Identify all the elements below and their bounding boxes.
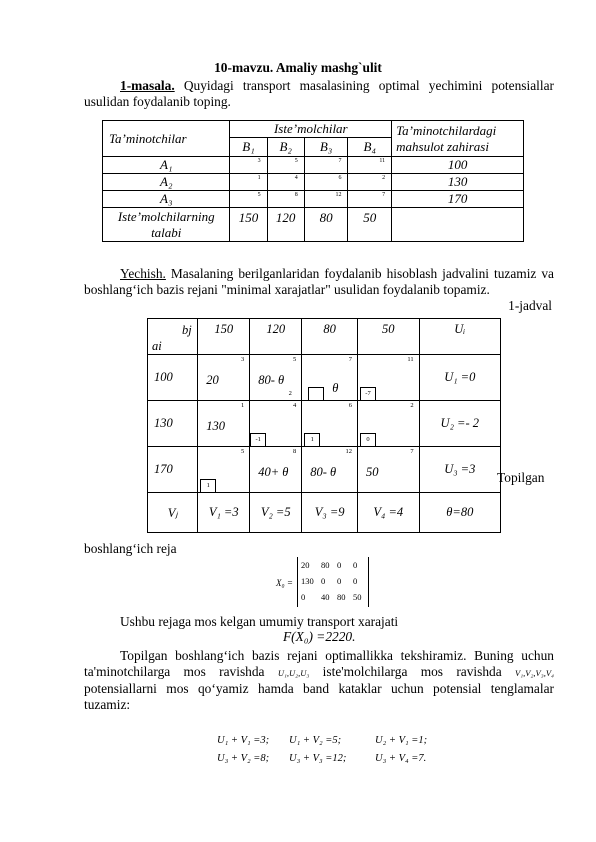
cost: 11	[407, 356, 414, 363]
cost: 5	[292, 356, 297, 363]
value: 40+ θ	[258, 465, 289, 479]
supplier-a1: A₁	[103, 157, 230, 174]
problem-statement	[84, 78, 554, 110]
m-cell: 20	[301, 560, 310, 570]
table-caption: 1-jadval	[508, 298, 552, 313]
supplier-a2: A₂	[103, 174, 230, 191]
delta-box: 0	[360, 433, 376, 446]
demand-label-line2: talabi	[151, 224, 182, 240]
header-suppliers: Ta’minotchilar	[103, 121, 230, 157]
supply-1: 100	[148, 355, 198, 401]
u3: U₃ =3	[419, 447, 500, 493]
cell-2-3	[302, 401, 358, 447]
v1: V₁ =3	[198, 493, 250, 533]
check-text-1: Topilgan boshlang‘ich bazis rejani optimallikka tekshiramiz. Buning uchun ta'minotchilarga mos ravishda	[84, 648, 554, 679]
cell-1-2	[250, 355, 302, 401]
theta-value: θ=80	[419, 493, 500, 533]
value: 20	[206, 373, 219, 387]
supply-3: 170	[148, 447, 198, 493]
cost: 2	[410, 402, 414, 409]
cost: 7	[410, 448, 414, 455]
theta-mark: θ	[332, 381, 339, 395]
equation: U₁ + V₂ =5;	[289, 735, 342, 746]
cost-cell: 8	[267, 191, 304, 208]
matrix-lhs-text: X₀ =	[276, 578, 293, 588]
problem-text: Quyidagi transport masalasining optimal yechimini potensiallar usulidan foydalanib toping.	[84, 78, 554, 109]
supply-a3: 170	[392, 191, 524, 208]
equation: U₁ + V₁ =3;	[217, 735, 270, 746]
cost-cell: 6	[304, 174, 348, 191]
equation: U₃ + V₄ =7.	[375, 753, 427, 764]
matrix	[297, 557, 369, 607]
cost: 8	[292, 448, 297, 455]
u-header: Uᵢ	[419, 319, 500, 355]
demand-3: 80	[302, 319, 358, 355]
cell-2-4	[358, 401, 420, 447]
matrix-lhs	[276, 578, 293, 588]
m-cell: 40	[321, 592, 330, 602]
v2: V₂ =5	[250, 493, 302, 533]
header-reserve	[392, 121, 524, 157]
demand-empty	[392, 208, 524, 242]
v-header: Vⱼ	[148, 493, 198, 533]
cost-cell: 7	[304, 157, 348, 174]
solution-label: Yechish.	[120, 266, 166, 281]
delta-box: 1	[200, 479, 216, 492]
cell-1-4	[358, 355, 420, 401]
value: 130	[206, 419, 225, 433]
cost: 12	[345, 448, 352, 455]
u2: U₂ =- 2	[419, 401, 500, 447]
cell-2-1	[198, 401, 250, 447]
u-list: U₁,U₂,U₃	[277, 668, 310, 678]
value: 80- θ	[310, 465, 337, 479]
delta-box: -1	[250, 433, 266, 446]
supply-a1: 100	[392, 157, 524, 174]
m-cell: 0	[353, 560, 358, 570]
delta-box: 1	[304, 433, 320, 446]
cost-cell: 5	[267, 157, 304, 174]
consumer-b2: B₂	[267, 138, 304, 157]
equation: U₂ + V₁ =1;	[375, 735, 428, 746]
empty-box	[308, 387, 324, 400]
equation: U₃ + V₃ =12;	[289, 753, 347, 764]
cost: 4	[292, 402, 297, 409]
demand-label-line1: Iste’molchilarning	[117, 208, 215, 224]
m-cell: 0	[321, 576, 326, 586]
check-text-3: potensiallarni mos qo‘yamiz hamda band kataklar uchun potensial tenglamalar tuzamiz:	[84, 681, 554, 712]
m-cell: 0	[353, 576, 358, 586]
cost-cell: 5	[230, 191, 267, 208]
cell-3-4	[358, 447, 420, 493]
bj-label: bj	[182, 323, 192, 337]
solution-text: Masalaning berilganlaridan foydalanib hisoblash jadvalini tuzamiz va boshlang‘ich bazis rejani "minimal xarajatlar" usulidan foydalanib topamiz.	[84, 266, 554, 297]
demand-b4: 50	[348, 208, 392, 242]
value: 50	[366, 465, 379, 479]
demand-2: 120	[250, 319, 302, 355]
corner-cell	[148, 319, 198, 355]
header-consumers: Iste’molchilar	[230, 121, 392, 138]
page-title: 10-mavzu. Amaliy mashg`ulit	[214, 60, 382, 75]
m-cell: 0	[337, 576, 342, 586]
cost-formula: F(X₀) =2220.	[283, 629, 356, 644]
m-cell: 50	[353, 592, 362, 602]
m-cell: 130	[301, 576, 314, 586]
value: 80- θ	[258, 373, 285, 387]
supply-a2: 130	[392, 174, 524, 191]
cost: 3	[240, 356, 245, 363]
cost-cell: 7	[348, 191, 392, 208]
cell-3-2	[250, 447, 302, 493]
header-reserve-line2: mahsulot zahirasi	[396, 138, 489, 154]
consumer-b3: B₃	[304, 138, 348, 157]
cost: 6	[348, 402, 352, 409]
v-list: V₁,V₂,V₃,V₄	[515, 668, 554, 678]
cost-cell: 1	[230, 174, 267, 191]
solution-paragraph	[84, 266, 554, 298]
cell-3-1	[198, 447, 250, 493]
demand-1: 150	[198, 319, 250, 355]
cost: 5	[240, 448, 245, 455]
m-cell: 80	[337, 592, 346, 602]
demand-4: 50	[358, 319, 420, 355]
demand-b3: 80	[304, 208, 348, 242]
cost-cell: 3	[230, 157, 267, 174]
cell-2-2	[250, 401, 302, 447]
v4: V₄ =4	[358, 493, 420, 533]
plan-line: boshlang‘ich reja	[84, 541, 177, 556]
supplier-a3: A₃	[103, 191, 230, 208]
cost-text: Ushbu rejaga mos kelgan umumiy transport xarajati	[120, 614, 399, 629]
delta: 2	[288, 390, 292, 397]
problem-table	[102, 120, 524, 242]
m-cell: 0	[301, 592, 306, 602]
m-cell: 0	[337, 560, 342, 570]
cost-cell: 11	[348, 157, 392, 174]
header-reserve-line1: Ta’minotchilardagi	[396, 122, 497, 138]
delta-box: -7	[360, 387, 376, 400]
demand-label	[103, 208, 230, 242]
check-text-2: iste'molchilarga mos ravishda	[322, 664, 502, 679]
cell-1-3	[302, 355, 358, 401]
cell-1-1	[198, 355, 250, 401]
cost: 7	[348, 356, 352, 363]
aside-word: Topilgan	[497, 470, 545, 485]
demand-b2: 120	[267, 208, 304, 242]
u1: U₁ =0	[419, 355, 500, 401]
cell-3-3	[302, 447, 358, 493]
m-cell: 80	[321, 560, 330, 570]
supply-2: 130	[148, 401, 198, 447]
cost-cell: 4	[267, 174, 304, 191]
demand-b1: 150	[230, 208, 267, 242]
consumer-b4: B₄	[348, 138, 392, 157]
check-paragraph	[84, 648, 554, 713]
v3: V₃ =9	[302, 493, 358, 533]
equations	[217, 732, 455, 768]
cost-cell: 12	[304, 191, 348, 208]
cost-cell: 2	[348, 174, 392, 191]
cost: 1	[240, 402, 245, 409]
problem-label: 1-masala.	[120, 78, 175, 93]
ai-label: ai	[152, 339, 162, 353]
calculation-table	[147, 318, 501, 533]
consumer-b1: B₁	[230, 138, 267, 157]
equation: U₃ + V₂ =8;	[217, 753, 270, 764]
